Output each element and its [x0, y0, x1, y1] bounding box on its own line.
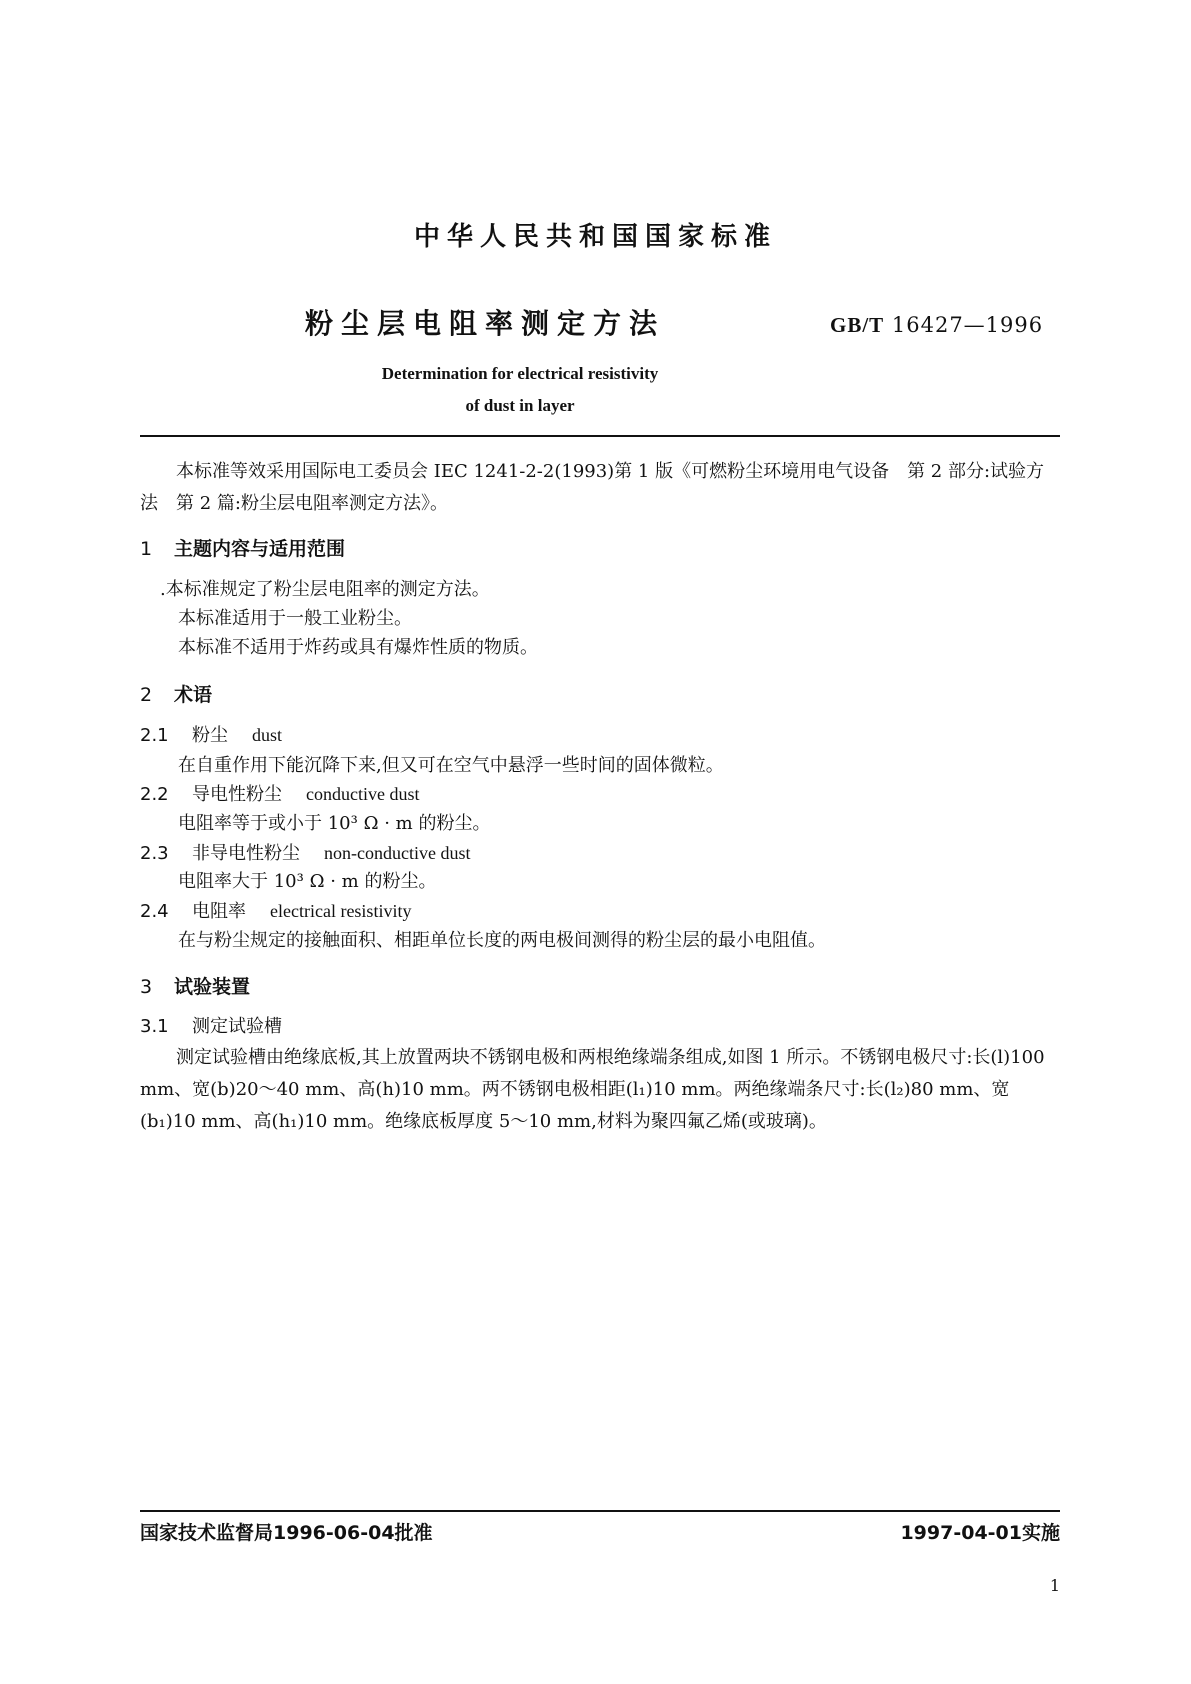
standard-prefix: GB/T [830, 313, 885, 337]
approval-date: 国家技术监督局1996-06-04批准 [140, 1522, 433, 1544]
term-en: electrical resistivity [270, 901, 412, 921]
document-title-en-line2: of dust in layer [465, 396, 575, 415]
term-number: 2.4 [140, 901, 169, 922]
term-2-4-definition: 在与粉尘规定的接触面积、相距单位长度的两电极间测得的粉尘层的最小电阻值。 [178, 930, 826, 951]
term-2-3-definition: 电阻率大于 10³ Ω · m 的粉尘。 [178, 871, 437, 892]
term-en: dust [252, 725, 283, 745]
page-number: 1 [1049, 1576, 1060, 1595]
term-en: non-conductive dust [324, 843, 471, 863]
section-1-title: 主题内容与适用范围 [174, 538, 346, 560]
section-2-number: 2 [140, 684, 153, 706]
intro-paragraph: 本标准等效采用国际电工委员会 IEC 1241-2-2(1993)第 1 版《可燃粉尘环境用电气设备 第 2 部分:试验方法 第 2 篇:粉尘层电阻率测定方法》。 [140, 461, 1045, 514]
term-2-2 [140, 778, 419, 811]
national-standard-heading: 中华人民共和国国家标准 [413, 222, 777, 252]
term-2-1-definition: 在自重作用下能沉降下来,但又可在空气中悬浮一些时间的固体微粒。 [178, 755, 724, 776]
section-1-line-2: 本标准适用于一般工业粉尘。 [178, 608, 412, 629]
subsection-title: 测定试验槽 [192, 1016, 282, 1037]
term-2-2-definition: 电阻率等于或小于 10³ Ω · m 的粉尘。 [178, 813, 491, 834]
term-number: 2.1 [140, 725, 169, 746]
header-divider [140, 435, 1060, 437]
section-1-number: 1 [140, 538, 153, 560]
document-title-cn: 粉尘层电阻率测定方法 [305, 307, 666, 340]
term-number: 2.3 [140, 843, 169, 864]
section-3-heading [140, 972, 250, 999]
term-2-1 [140, 719, 282, 752]
term-cn: 非导电性粉尘 [192, 843, 300, 864]
section-2-heading [140, 680, 212, 707]
subsection-number: 3.1 [140, 1016, 169, 1037]
section-1-line-1: .本标准规定了粉尘层电阻率的测定方法。 [160, 579, 490, 600]
section-1-heading [140, 534, 345, 561]
section-3-title: 试验装置 [174, 976, 251, 998]
term-cn: 导电性粉尘 [192, 784, 282, 805]
effective-date: 1997-04-01实施 [900, 1522, 1060, 1544]
section-1-line-3: 本标准不适用于炸药或具有爆炸性质的物质。 [178, 637, 538, 658]
standard-number [830, 313, 1043, 338]
section-3-1-body: 测定试验槽由绝缘底板,其上放置两块不锈钢电极和两根绝缘端条组成,如图 1 所示。不锈钢电极尺寸:长(l)100 mm、宽(b)20～40 mm、高(h)10 mm。两不锈钢电极相距(l₁)10 mm。两绝缘端条尺寸:长(l₂)80 mm、宽(b₁)10 mm、高(h₁)10 mm。绝缘底板厚度 5～10 mm,材料为聚四氟乙烯(或玻璃)。 [140, 1047, 1045, 1132]
document-title-en-line1: Determination for electrical resistivity [381, 364, 659, 383]
standard-code: 16427—1996 [891, 313, 1044, 337]
footer-divider [140, 1510, 1060, 1512]
term-cn: 粉尘 [192, 725, 228, 746]
section-3-number: 3 [140, 976, 153, 998]
section-2-title: 术语 [174, 684, 213, 706]
term-number: 2.2 [140, 784, 169, 805]
term-en: conductive dust [306, 784, 420, 804]
term-cn: 电阻率 [192, 901, 246, 922]
term-2-4 [140, 895, 411, 928]
subsection-3-1 [140, 1011, 282, 1043]
